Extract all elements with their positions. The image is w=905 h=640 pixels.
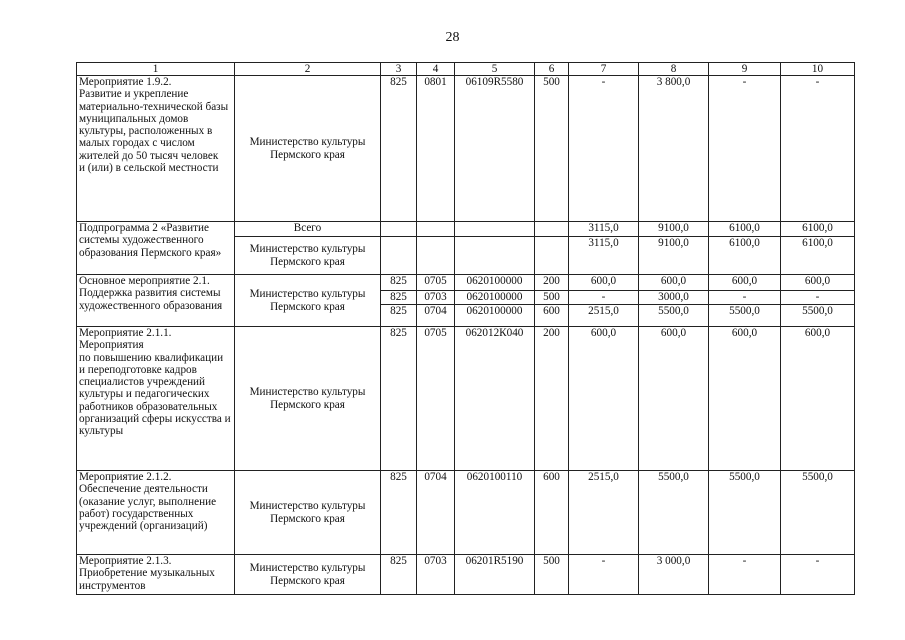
value-col9: 6100,0 <box>709 222 781 237</box>
code-section: 0705 <box>417 327 455 471</box>
measure-name: Мероприятие 2.1.2. Обеспечение деятельности (оказание услуг, выполнение работ) государственных учреждений (организаций) <box>77 471 235 555</box>
value-col8: 5500,0 <box>639 305 709 327</box>
value-col10: 5500,0 <box>781 305 855 327</box>
value-col7: - <box>569 555 639 595</box>
value-col8: 9100,0 <box>639 222 709 237</box>
ministry-cell: Министерство культуры Пермского края <box>235 471 381 555</box>
code-grbs: 825 <box>381 555 417 595</box>
value-col10: - <box>781 291 855 305</box>
header-cell: 4 <box>417 63 455 76</box>
empty-cell <box>381 222 417 237</box>
value-col9: 6100,0 <box>709 237 781 275</box>
table-row <box>77 76 855 222</box>
empty-cell <box>455 237 535 275</box>
header-cell: 7 <box>569 63 639 76</box>
measure-name: Мероприятие 1.9.2. Развитие и укрепление материально-технической базы муниципальных домов культуры, расположенных в малых городах с числом жителей до 50 тысяч человек и (или) в сельской местности <box>77 76 235 222</box>
code-target: 0620100000 <box>455 275 535 291</box>
code-section: 0704 <box>417 471 455 555</box>
table-row <box>77 327 855 471</box>
header-cell: 10 <box>781 63 855 76</box>
table-row <box>77 555 855 595</box>
value-col10: 6100,0 <box>781 237 855 275</box>
value-col7: 600,0 <box>569 275 639 291</box>
ministry-cell: Министерство культуры Пермского края <box>235 237 381 275</box>
value-col8: 5500,0 <box>639 471 709 555</box>
value-col7: 2515,0 <box>569 305 639 327</box>
code-section: 0705 <box>417 275 455 291</box>
page-number: 28 <box>445 30 460 45</box>
value-col9: 5500,0 <box>709 471 781 555</box>
empty-cell <box>535 237 569 275</box>
header-cell: 2 <box>235 63 381 76</box>
value-col7: - <box>569 291 639 305</box>
code-target: 0620100110 <box>455 471 535 555</box>
value-col8: 3 000,0 <box>639 555 709 595</box>
table-row <box>77 275 855 291</box>
header-row <box>77 63 855 76</box>
code-target: 0620100000 <box>455 291 535 305</box>
empty-cell <box>535 222 569 237</box>
value-col10: - <box>781 76 855 222</box>
header-cell: 5 <box>455 63 535 76</box>
empty-cell <box>417 237 455 275</box>
measure-name: Мероприятие 2.1.1. Мероприятия по повышению квалификации и переподготовке кадров специалистов учреждений культуры и педагогических работников образовательных организаций сферы искусства и культуры <box>77 327 235 471</box>
subprogram-name: Подпрограмма 2 «Развитие системы художественного образования Пермского края» <box>77 222 235 275</box>
value-col8: 600,0 <box>639 275 709 291</box>
value-col9: 600,0 <box>709 327 781 471</box>
code-expense-type: 500 <box>535 555 569 595</box>
value-col9: 5500,0 <box>709 305 781 327</box>
ministry-cell: Министерство культуры Пермского края <box>235 327 381 471</box>
table-row <box>77 471 855 555</box>
code-grbs: 825 <box>381 327 417 471</box>
value-col8: 3 800,0 <box>639 76 709 222</box>
header-cell: 8 <box>639 63 709 76</box>
code-section: 0704 <box>417 305 455 327</box>
header-cell: 9 <box>709 63 781 76</box>
code-expense-type: 600 <box>535 305 569 327</box>
code-section: 0801 <box>417 76 455 222</box>
value-col10: 5500,0 <box>781 471 855 555</box>
value-col9: 600,0 <box>709 275 781 291</box>
value-col7: 600,0 <box>569 327 639 471</box>
value-col10: - <box>781 555 855 595</box>
measure-name: Мероприятие 2.1.3. Приобретение музыкальных инструментов <box>77 555 235 595</box>
header-cell: 1 <box>77 63 235 76</box>
value-col8: 600,0 <box>639 327 709 471</box>
empty-cell <box>455 222 535 237</box>
value-col10: 600,0 <box>781 275 855 291</box>
code-expense-type: 500 <box>535 76 569 222</box>
code-grbs: 825 <box>381 291 417 305</box>
ministry-cell: Министерство культуры Пермского края <box>235 76 381 222</box>
value-col8: 3000,0 <box>639 291 709 305</box>
value-col8: 9100,0 <box>639 237 709 275</box>
ministry-cell: Министерство культуры Пермского края <box>235 555 381 595</box>
header-cell: 6 <box>535 63 569 76</box>
table-row <box>77 222 855 237</box>
code-target: 062012К040 <box>455 327 535 471</box>
code-target: 0620100000 <box>455 305 535 327</box>
value-col7: 3115,0 <box>569 237 639 275</box>
value-col10: 600,0 <box>781 327 855 471</box>
empty-cell <box>417 222 455 237</box>
code-expense-type: 200 <box>535 327 569 471</box>
value-col9: - <box>709 291 781 305</box>
value-col7: 3115,0 <box>569 222 639 237</box>
value-col9: - <box>709 555 781 595</box>
total-label: Всего <box>235 222 381 237</box>
code-target: 06109R5580 <box>455 76 535 222</box>
budget-table <box>76 62 855 595</box>
value-col9: - <box>709 76 781 222</box>
value-col7: 2515,0 <box>569 471 639 555</box>
empty-cell <box>381 237 417 275</box>
value-col7: - <box>569 76 639 222</box>
code-expense-type: 200 <box>535 275 569 291</box>
code-target: 06201R5190 <box>455 555 535 595</box>
code-grbs: 825 <box>381 76 417 222</box>
measure-name: Основное мероприятие 2.1. Поддержка развития системы художественного образования <box>77 275 235 327</box>
code-section: 0703 <box>417 291 455 305</box>
ministry-cell: Министерство культуры Пермского края <box>235 275 381 327</box>
code-grbs: 825 <box>381 275 417 291</box>
code-section: 0703 <box>417 555 455 595</box>
header-cell: 3 <box>381 63 417 76</box>
value-col10: 6100,0 <box>781 222 855 237</box>
code-grbs: 825 <box>381 471 417 555</box>
code-grbs: 825 <box>381 305 417 327</box>
code-expense-type: 600 <box>535 471 569 555</box>
code-expense-type: 500 <box>535 291 569 305</box>
